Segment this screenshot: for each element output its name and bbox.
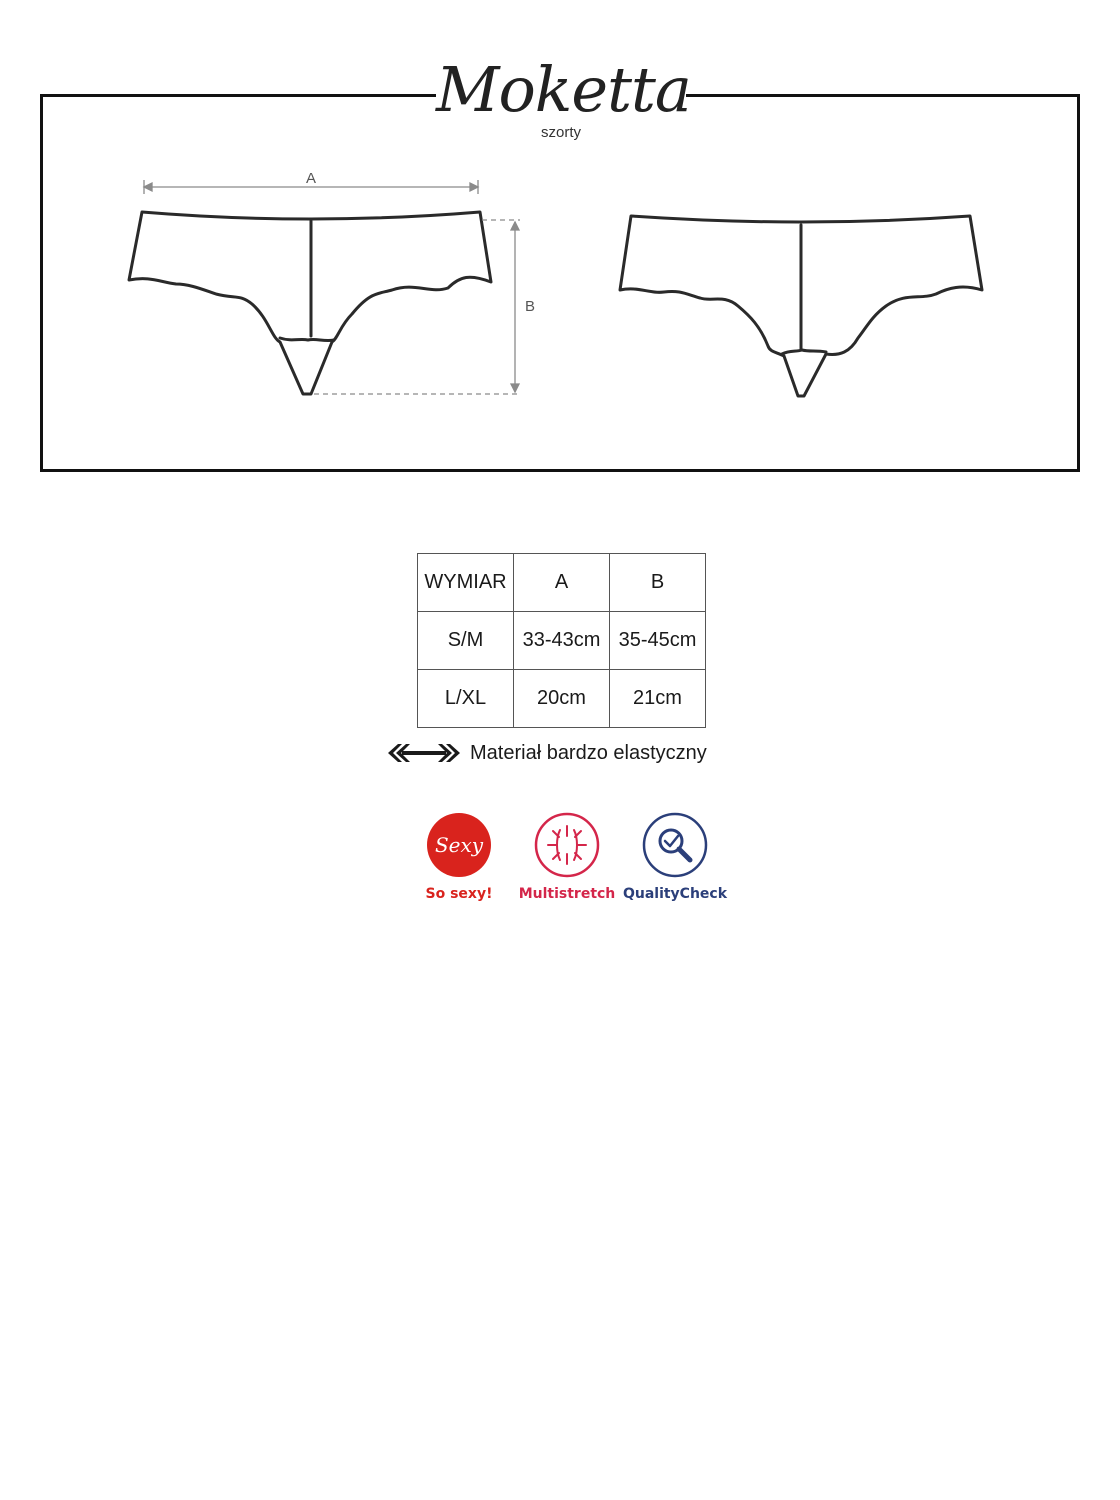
value-cell: 21cm xyxy=(610,670,706,728)
value-cell: 20cm xyxy=(514,670,610,728)
size-table xyxy=(417,553,706,728)
garment-back-outline xyxy=(620,216,982,396)
size-cell: S/M xyxy=(418,612,514,670)
badge-quality-check xyxy=(622,812,728,902)
badge-label: Multistretch xyxy=(518,886,616,902)
product-type: szorty xyxy=(540,124,581,141)
table-row xyxy=(418,670,706,728)
quality-check-icon xyxy=(642,812,708,878)
dimension-a-label: A xyxy=(305,170,317,187)
header-cell: WYMIAR xyxy=(418,554,514,612)
size-cell: L/XL xyxy=(418,670,514,728)
material-note-text: Materiał bardzo elastyczny xyxy=(470,741,707,764)
garment-front-outline xyxy=(129,212,491,394)
brand-logo: Moketta xyxy=(436,53,691,126)
sexy-icon xyxy=(426,812,492,878)
badge-sexy xyxy=(406,812,512,902)
svg-text:Sexy: Sexy xyxy=(434,833,484,857)
value-cell: 35-45cm xyxy=(610,612,706,670)
badge-multistretch xyxy=(514,812,620,902)
multistretch-icon xyxy=(534,812,600,878)
badge-label: So sexy! xyxy=(425,886,493,902)
stretch-arrows-icon xyxy=(388,741,460,765)
header-cell: B xyxy=(610,554,706,612)
value-cell: 33-43cm xyxy=(514,612,610,670)
dimension-b xyxy=(314,220,520,394)
size-table-header xyxy=(418,554,706,612)
material-note xyxy=(388,738,707,768)
dimension-b-label: B xyxy=(525,298,536,315)
table-row xyxy=(418,612,706,670)
feature-badges xyxy=(406,812,730,902)
badge-label: QualityCheck xyxy=(622,886,728,902)
header-cell: A xyxy=(514,554,610,612)
garment-diagram xyxy=(40,94,1080,472)
